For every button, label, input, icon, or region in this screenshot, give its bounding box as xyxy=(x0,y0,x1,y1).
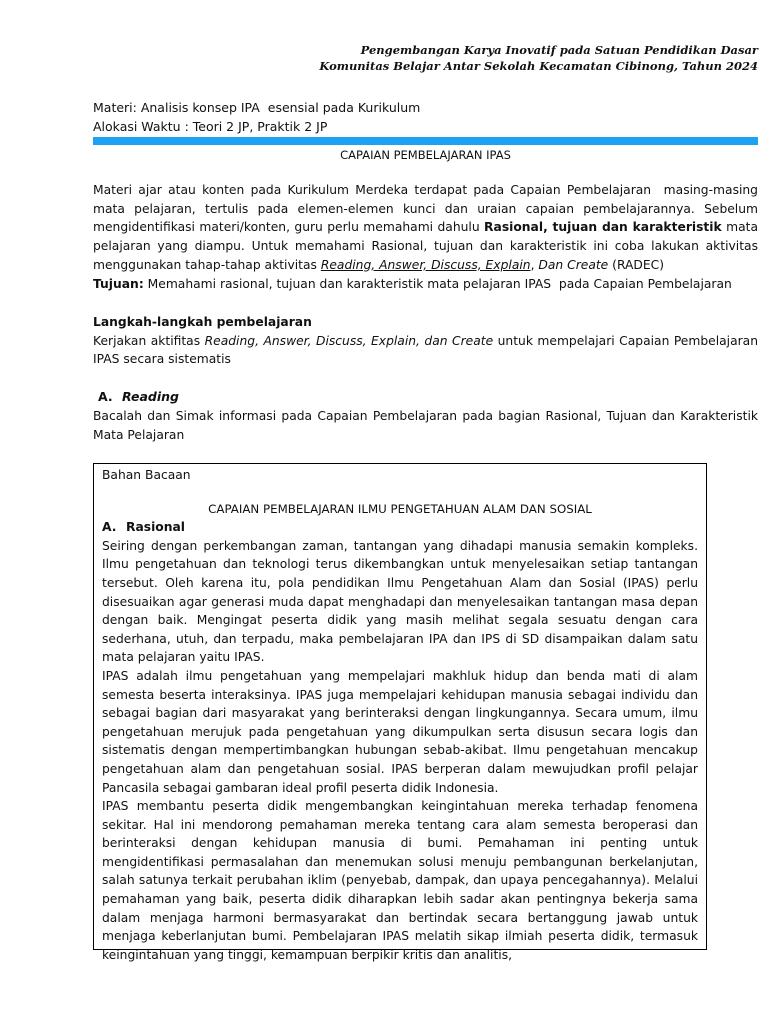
intro-block xyxy=(93,181,762,293)
materi-line: Materi: Analisis konsep IPA esensial pada Kurikulum xyxy=(93,100,421,115)
rasional-paragraph-2: IPAS adalah ilmu pengetahuan yang mempelajari makhluk hidup dan benda mati di alam semesta beserta interaksinya. IPAS juga mempelajari kehidupan manusia sebagai individu dan sebagai bagian dari masyarakat yang berinteraksi dengan lingkungannya. Secara umum, ilmu pengetahuan merujuk pada pengetahuan yang dikumpulkan serta disusun secara logis dan sistematis dengan mempertimbangkan hubungan sebab-akibat. Ilmu pengetahuan mencakup pengetahuan alam dan pengetahuan sosial. IPAS berperan dalam mewujudkan profil pelajar Pancasila sebagai gambaran ideal profil peserta didik Indonesia. xyxy=(102,668,698,795)
intro-text-2: mata pelajaran yang diampu. Untuk memahami Rasional, tujuan dan karakteristik ini coba lakukan aktivitas menggunakan tahap-tahap aktivitas xyxy=(93,220,758,272)
reading-material-content xyxy=(102,466,698,964)
box-label: Bahan Bacaan xyxy=(102,468,191,482)
section-title: CAPAIAN PEMBELAJARAN IPAS xyxy=(340,148,511,162)
reading-label: Reading xyxy=(122,389,179,404)
tujuan-line xyxy=(93,275,758,294)
steps-italic: Reading, Answer, Discuss, Explain, dan Create xyxy=(204,333,494,348)
intro-text-1: Materi ajar atau konten pada Kurikulum Merdeka terdapat pada Capaian Pembelajaran masing-masing mata pelajaran, tertulis pada elemen-elemen kunci dan uraian capaian pembelajarannya. Sebelum mengidentifikasi materi/konten, guru perlu memahami dahulu xyxy=(93,183,762,235)
intro-text-3: , xyxy=(530,257,539,272)
accent-divider xyxy=(93,137,758,145)
reading-marker: A. xyxy=(98,389,113,404)
dan-create-italic: Dan Create xyxy=(538,257,609,272)
steps-heading: Langkah-langkah pembelajaran xyxy=(93,315,312,329)
steps-text-2: untuk mempelajari Capaian Pembelajaran IPAS secara sistematis xyxy=(93,333,759,367)
rasional-paragraph-1: Seiring dengan perkembangan zaman, tantangan yang dihadapi manusia semakin kompleks. Ilmu pengetahuan dan teknologi terus dikembangkan untuk menyelesaikan setiap tantangan tersebut. Oleh karena itu, pola pendidikan Ilmu Pengetahuan Alam dan Sosial (IPAS) perlu disesuaikan agar generasi muda dapat menghadapi dan menyelesaikan tantangan masa depan dengan baik. Mengingat peserta didik yang masih melihat segala sesuatu dengan cara sederhana, utuh, dan terpadu, maka pembelajaran IPA dan IPS di SD disampaikan dalam satu mata pelajaran yaitu IPAS. xyxy=(102,538,698,665)
rasional-marker: A. xyxy=(102,520,117,535)
intro-bold-text: Rasional, tujuan dan karakteristik xyxy=(484,220,722,235)
rasional-label: Rasional xyxy=(126,520,186,535)
alokasi-line: Alokasi Waktu : Teori 2 JP, Praktik 2 JP xyxy=(93,119,328,134)
steps-text xyxy=(93,332,758,369)
box-title: CAPAIAN PEMBELAJARAN ILMU PENGETAHUAN ALAM DAN SOSIAL xyxy=(208,501,592,516)
header-line-1: Pengembangan Karya Inovatif pada Satuan Pendidikan Dasar xyxy=(360,43,758,57)
intro-paragraph xyxy=(93,181,762,275)
radec-underlined: Reading, Answer, Discuss, Explain xyxy=(320,257,531,272)
reading-text: Bacalah dan Simak informasi pada Capaian Pembelajaran pada bagian Rasional, Tujuan dan Karakteristik Mata Pelajaran xyxy=(93,409,758,442)
steps-text-1: Kerjakan aktifitas xyxy=(93,333,205,348)
intro-text-4: (RADEC) xyxy=(608,257,665,272)
document-header xyxy=(158,42,758,74)
tujuan-label: Tujuan: xyxy=(93,276,144,291)
tujuan-text: Memahami rasional, tujuan dan karakteristik mata pelajaran IPAS pada Capaian Pembelajaran xyxy=(143,276,732,291)
reading-material-box xyxy=(93,463,707,962)
rasional-heading xyxy=(102,518,698,537)
reading-heading xyxy=(98,388,763,407)
meta-info xyxy=(93,98,420,136)
header-line-2: Komunitas Belajar Antar Sekolah Kecamatan Cibinong, Tahun 2024 xyxy=(319,59,758,73)
steps-block xyxy=(93,313,758,369)
rasional-paragraph-3: IPAS membantu peserta didik mengembangkan keingintahuan mereka terhadap fenomena sekitar. Hal ini mendorong pemahaman mereka tentang cara alam semesta beroperasi dan berinteraksi dengan kehidupan manusia di bumi. Pemahaman ini penting untuk mengidentifikasi permasalahan dan menemukan solusi menuju pembangunan berkelanjutan, salah satunya terkait perubahan iklim (penyebab, dampak, dan upaya pencegahannya). Melalui pemahaman yang baik, peserta didik diharapkan lebih sadar akan pentingnya bekerja sama dalam menjaga harmoni bermasyarakat dan bertindak secara bertanggung jawab untuk menjaga keberlanjutan bumi. Pembelajaran IPAS melatih sikap ilmiah peserta didik, termasuk keingintahuan yang tinggi, kemampuan berpikir kritis dan analitis, xyxy=(102,799,698,962)
